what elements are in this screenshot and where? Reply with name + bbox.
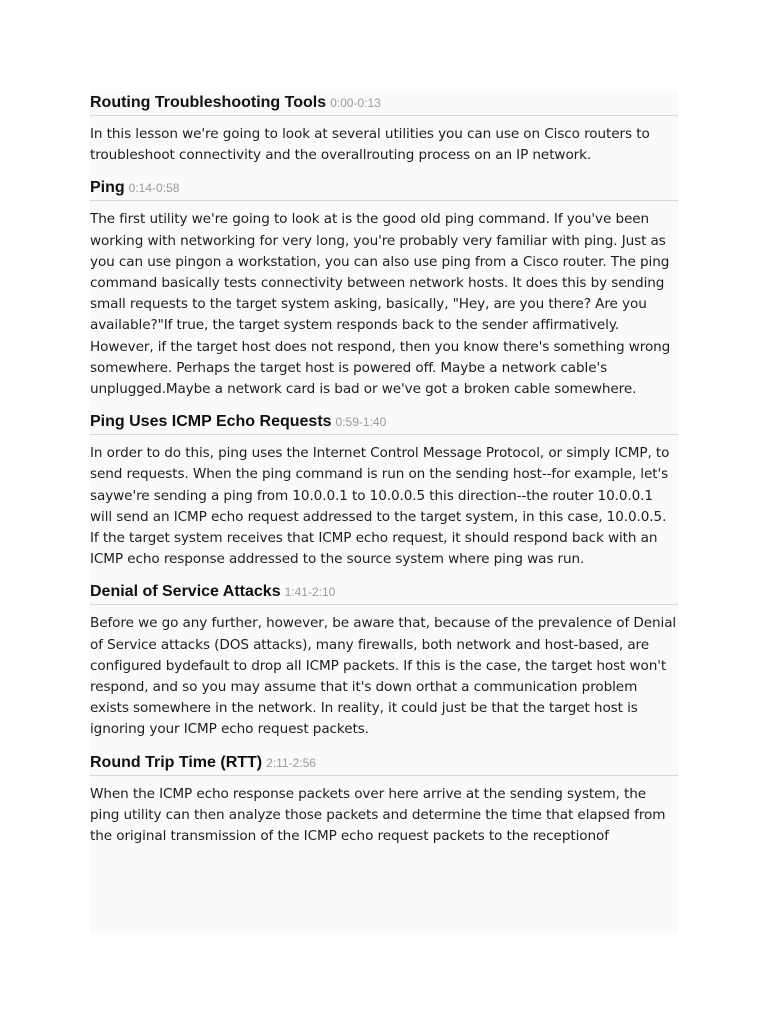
transcript-content: [90, 91, 678, 933]
section-body: In this lesson we're going to look at several utilities you can use on Cisco routers to troubleshoot connectivity and the overallrouting process on an IP network.: [90, 126, 650, 164]
section-body: When the ICMP echo response packets over here arrive at the sending system, the ping utility can then analyze those packets and determine the time that elapsed from the original transmission of the ICMP echo request packets to the receptionof: [90, 785, 666, 845]
section-title: Routing Troubleshooting Tools: [90, 94, 327, 111]
section-heading: [90, 176, 678, 201]
section-body: The first utility we're going to look at is the good old ping command. If you've been working with networking for very long, you're probably very familiar with ping. Just as you can use pingon a workstation, you can also use ping from a Cisco router. The ping command basically tests connectivity between network hosts. It does this by sending small requests to the target system asking, basically, "Hey, are you there? Are you available?"If true, the target system responds back to the sender affirmatively. However, if the target host does not respond, then you know there's something wrong somewhere. Perhaps the target host is powered off. Maybe a network cable's unplugged.Maybe a network card is bad or we've got a broken cable somewhere.: [90, 211, 671, 398]
section-heading: [90, 751, 678, 776]
transcript-section: [90, 751, 678, 858]
transcript-section: [90, 91, 678, 176]
transcript-section: [90, 176, 678, 410]
section-timestamp: 0:59-1:40: [335, 415, 387, 430]
section-timestamp: 1:41-2:10: [284, 585, 336, 600]
section-title: Round Trip Time (RTT): [90, 753, 263, 771]
section-body: In order to do this, ping uses the Internet Control Message Protocol, or simply ICMP, to send requests. When the ping command is run on the sending host--for example, let's saywe're sending a ping from 10.0.0.1 to 10.0.0.5 this direction--the router 10.0.0.1 will send an ICMP echo request addressed to the target system, in this case, 10.0.0.5. If the target system receives that ICMP echo request, it should respond back with an ICMP echo response addressed to the source system where ping was run.: [90, 445, 670, 568]
section-heading: [90, 410, 678, 435]
transcript-section: [90, 410, 678, 580]
section-title: Ping Uses ICMP Echo Requests: [90, 413, 332, 431]
section-title: Ping: [90, 179, 125, 197]
section-title: Denial of Service Attacks: [90, 583, 281, 601]
section-body: Before we go any further, however, be aware that, because of the prevalence of Denial of Service attacks (DOS attacks), many firewalls, both network and host-based, are configured bydefault to drop all ICMP packets. If this is the case, the target host won't respond, and so you may assume that it's down orthat a communication problem exists somewhere in the network. In reality, it could just be that the target host is ignoring your ICMP echo request packets.: [90, 615, 677, 738]
section-heading: [90, 580, 678, 605]
section-timestamp: 0:00-0:13: [330, 96, 381, 110]
section-heading: [90, 91, 678, 116]
section-timestamp: 0:14-0:58: [128, 181, 180, 196]
transcript-section: [90, 580, 678, 750]
section-timestamp: 2:11-2:56: [266, 755, 316, 770]
